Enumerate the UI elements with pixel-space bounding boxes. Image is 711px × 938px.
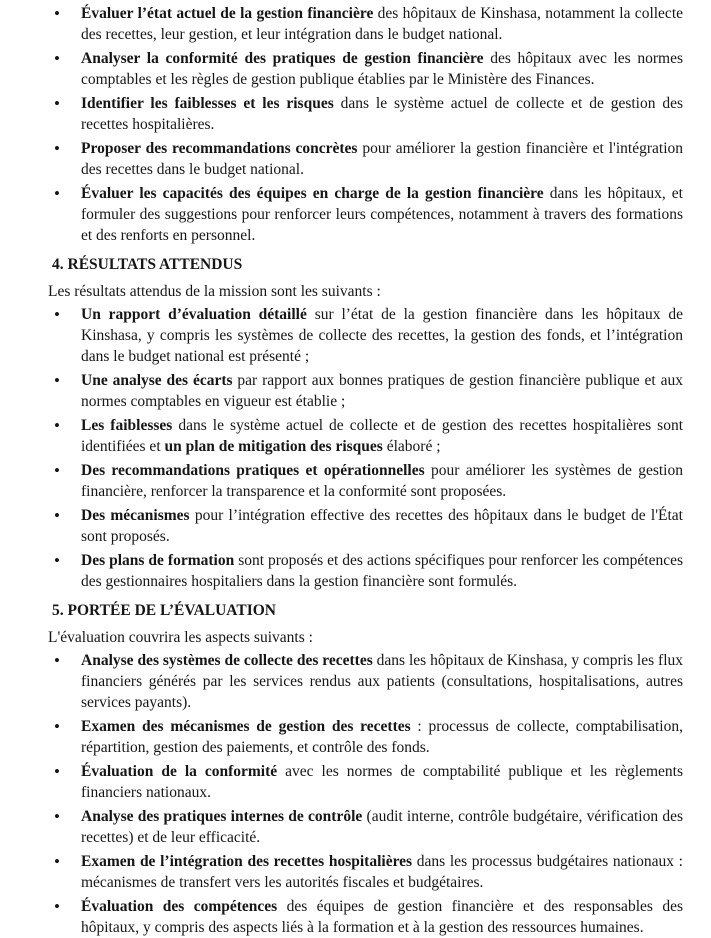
item-bold: Un rapport d’évaluation détaillé bbox=[81, 306, 307, 323]
list-item bbox=[48, 896, 683, 938]
item-bold: Analyse des pratiques internes de contrôle bbox=[81, 808, 363, 825]
item-text: des hôpitaux avec les normes comptables et les règles de gestion publique établies par le Ministère des Finances. bbox=[81, 50, 684, 88]
item-bold: Évaluer l’état actuel de la gestion financière bbox=[81, 5, 374, 22]
list-item bbox=[48, 716, 683, 758]
item-text: dans le système actuel de collecte et de gestion des recettes hospitalières sont identifiées et bbox=[81, 417, 683, 455]
item-bold: Une analyse des écarts bbox=[81, 372, 233, 389]
item-bold: Évaluer les capacités des équipes en charge de la gestion financière bbox=[81, 185, 544, 202]
item-bold: Évaluation de la conformité bbox=[81, 763, 278, 780]
item-text: dans les hôpitaux, et formuler des suggestions pour renforcer leurs compétences, notamment à travers des formations et des renforts en personnel. bbox=[81, 185, 683, 244]
item-text-secondary: élaboré ; bbox=[382, 438, 441, 455]
item-text: dans les hôpitaux de Kinshasa, y compris les flux financiers générés par les services rendus aux patients (consultations, hospitalisations, autres services payants). bbox=[81, 652, 683, 711]
list-item bbox=[48, 415, 683, 457]
item-text: sont proposés et des actions spécifiques pour renforcer les compétences des gestionnaires hospitaliers dans la gestion financière sont formulés. bbox=[81, 552, 683, 590]
section-intro-portee: L'évaluation couvrira les aspects suivants : bbox=[48, 629, 313, 646]
list-item bbox=[48, 460, 683, 502]
list-item bbox=[48, 3, 683, 45]
list-item bbox=[48, 370, 683, 412]
list-item bbox=[48, 93, 683, 135]
item-text: : processus de collecte, comptabilisation, répartition, gestion des paiements, et contrôle des fonds. bbox=[81, 718, 683, 756]
list-item bbox=[48, 806, 683, 848]
item-bold: Évaluation des compétences bbox=[81, 898, 278, 915]
item-bold: Proposer des recommandations concrètes bbox=[81, 140, 358, 157]
list-item bbox=[48, 505, 683, 547]
item-bold: Les faiblesses bbox=[81, 417, 173, 434]
list-item bbox=[48, 48, 683, 90]
item-text: par rapport aux bonnes pratiques de gestion financière publique et aux normes comptables en vigueur est établie ; bbox=[81, 372, 683, 410]
list-item bbox=[48, 138, 683, 180]
resultats-list bbox=[48, 304, 683, 592]
item-bold: Des plans de formation bbox=[81, 552, 235, 569]
portee-list bbox=[48, 650, 683, 938]
list-item bbox=[48, 183, 683, 246]
item-text: avec les normes de comptabilité publique et les règlements financiers nationaux. bbox=[81, 763, 683, 801]
item-text: pour améliorer les systèmes de gestion financière, renforcer la transparence et la conformité sont proposées. bbox=[81, 462, 683, 500]
item-text: des équipes de gestion financière et des responsables des hôpitaux, y compris des aspects liés à la formation et à la gestion des ressources humaines. bbox=[81, 898, 683, 936]
item-bold-secondary: un plan de mitigation des risques bbox=[164, 438, 383, 455]
item-bold: Analyse des systèmes de collecte des recettes bbox=[81, 652, 373, 669]
section-intro-resultats: Les résultats attendus de la mission sont les suivants : bbox=[48, 283, 381, 300]
item-bold: Identifier les faiblesses et les risques bbox=[81, 95, 334, 112]
section-heading-portee: 5. PORTÉE DE L’ÉVALUATION bbox=[52, 602, 276, 619]
objectives-list bbox=[48, 3, 683, 246]
item-bold: Des recommandations pratiques et opérationnelles bbox=[81, 462, 425, 479]
item-text: des hôpitaux de Kinshasa, notamment la collecte des recettes, leur gestion, et leur intégration dans le budget national. bbox=[81, 5, 683, 43]
section-heading-resultats: 4. RÉSULTATS ATTENDUS bbox=[52, 256, 243, 273]
list-item bbox=[48, 761, 683, 803]
list-item bbox=[48, 650, 683, 713]
item-bold: Analyser la conformité des pratiques de gestion financière bbox=[81, 50, 484, 67]
item-bold: Examen des mécanismes de gestion des recettes bbox=[81, 718, 411, 735]
item-text: (audit interne, contrôle budgétaire, vérification des recettes) et de leur efficacité. bbox=[81, 808, 683, 846]
item-text: dans le système actuel de collecte et de gestion des recettes hospitalières. bbox=[81, 95, 684, 133]
item-bold: Examen de l’intégration des recettes hospitalières bbox=[81, 853, 413, 870]
item-text: pour l’intégration effective des recettes des hôpitaux dans le budget de l'État sont proposés. bbox=[81, 507, 683, 545]
list-item bbox=[48, 550, 683, 592]
item-text: pour améliorer la gestion financière et l'intégration des recettes dans le budget national. bbox=[81, 140, 684, 178]
list-item bbox=[48, 304, 683, 367]
list-item bbox=[48, 851, 683, 893]
item-text: sur l’état de la gestion financière dans les hôpitaux de Kinshasa, y compris les systèmes de collecte des recettes, la gestion des fonds, et l’intégration dans le budget national est présenté ; bbox=[81, 306, 683, 365]
item-text: dans les processus budgétaires nationaux : mécanismes de transfert vers les autorités fiscales et budgétaires. bbox=[81, 853, 683, 891]
item-bold: Des mécanismes bbox=[81, 507, 190, 524]
